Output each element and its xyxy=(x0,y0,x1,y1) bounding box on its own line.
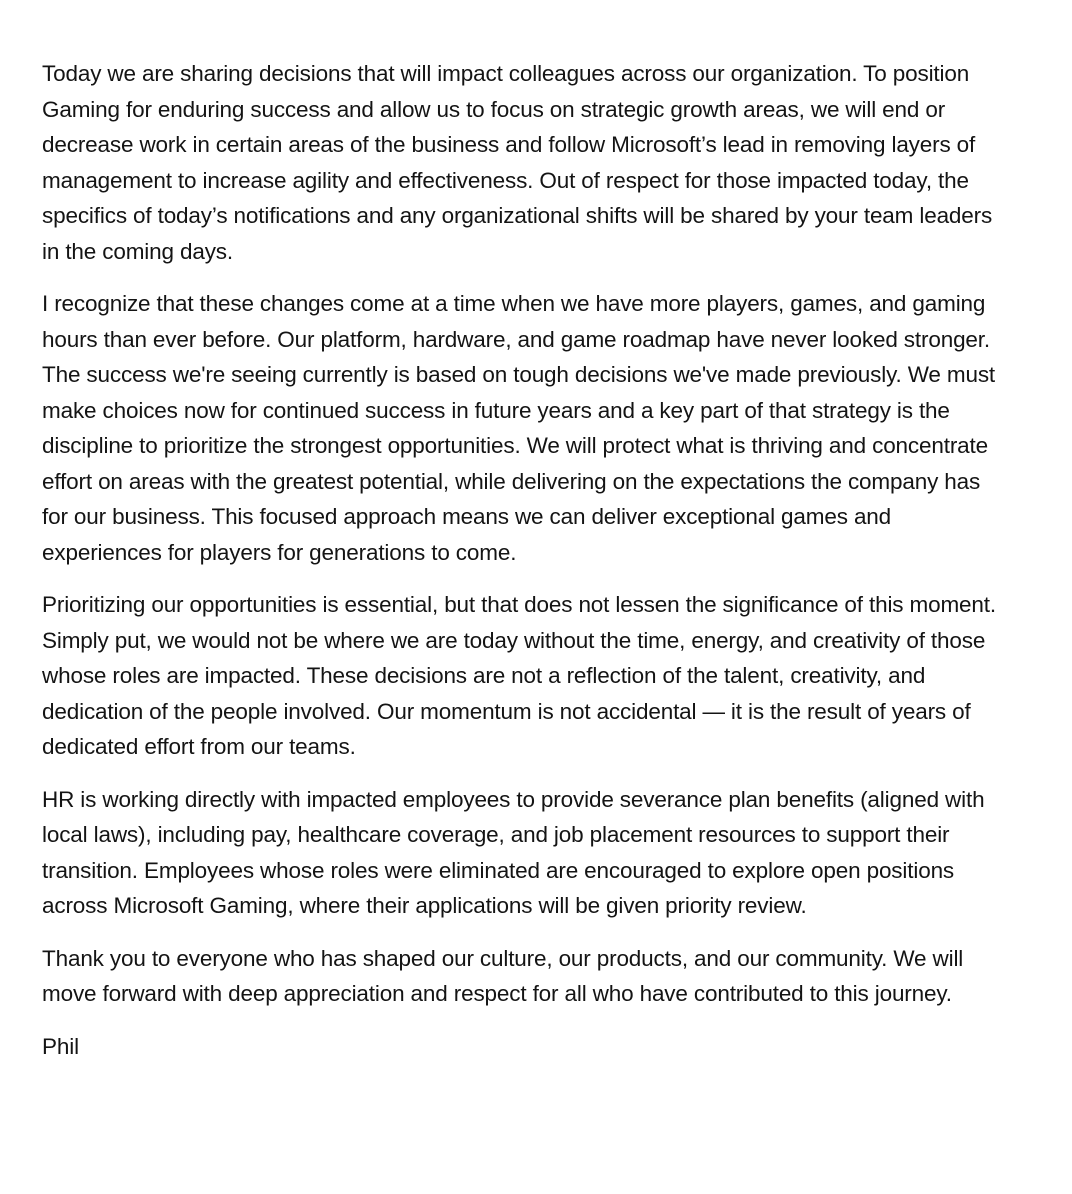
paragraph-hr-support: HR is working directly with impacted employees to provide severance plan benefits (aligned with local laws), including pay, healthcare coverage, and job placement resources to support their transition. Employees whose roles were eliminated are encouraged to explore open positions across Microsoft Gaming, where their applications will be given priority review. xyxy=(42,786,985,918)
signature: Phil xyxy=(42,1033,79,1059)
paragraph-thanks: Thank you to everyone who has shaped our culture, our products, and our community. We will move forward with deep appreciation and respect for all who have contributed to this journey. xyxy=(42,945,964,1006)
letter-body xyxy=(42,56,1010,1064)
paragraph-announcement: Today we are sharing decisions that will impact colleagues across our organization. To position Gaming for enduring success and allow us to focus on strategic growth areas, we will end or decrease work in certain areas of the business and follow Microsoft’s lead in removing layers of management to increase agility and effectiveness. Out of respect for those impacted today, the specifics of today’s notifications and any organizational shifts will be shared by your team leaders in the coming days. xyxy=(42,61,993,264)
paragraph-significance: Prioritizing our opportunities is essential, but that does not lessen the significance of this moment. Simply put, we would not be where we are today without the time, energy, and creativity of those whose roles are impacted. These decisions are not a reflection of the talent, creativity, and dedication of the people involved. Our momentum is not accidental — it is the result of years of dedicated effort from our teams. xyxy=(42,592,996,759)
paragraph-context: I recognize that these changes come at a time when we have more players, games, and gaming hours than ever before. Our platform, hardware, and game roadmap have never looked stronger. The success we're seeing currently is based on tough decisions we've made previously. We must make choices now for continued success in future years and a key part of that strategy is the discipline to prioritize the strongest opportunities. We will protect what is thriving and concentrate effort on areas with the greatest potential, while delivering on the expectations the company has for our business. This focused approach means we can deliver exceptional games and experiences for players for generations to come. xyxy=(42,291,996,565)
